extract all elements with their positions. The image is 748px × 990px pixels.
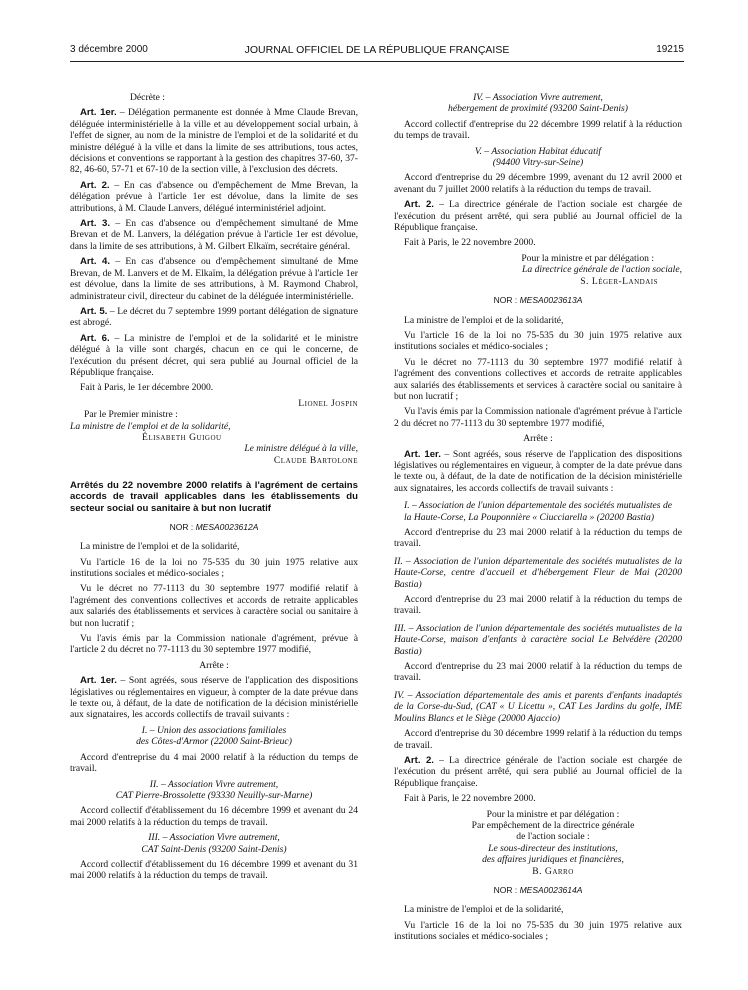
visa: Vu l'avis émis par la Commission nationale d'agrément prévue à l'article 2 du décret no 77-1113 du 30 septembre 1977 modifié, xyxy=(394,406,682,429)
article-text: – La directrice générale de l'action sociale est chargée de l'exécution du présent arrêté, qui sera publié au Journal officiel de la République française. xyxy=(394,199,682,234)
signature-guigou: Élisabeth Guigou xyxy=(142,431,222,443)
header-rule xyxy=(70,61,684,62)
article-label: Art. 2. xyxy=(80,179,110,191)
article-label: Art. 3. xyxy=(80,218,111,230)
entry-heading: III. – Association Vivre autrement, xyxy=(148,832,280,844)
article-text: – La ministre de l'emploi et de la solidarité et le ministre délégué à la ville sont chargés, chacun en ce qui le concerne, de l'exécution du présent décret, qui sera publié au Journal officiel de la République française. xyxy=(70,332,358,378)
entry-text: Accord d'entreprise du 23 mai 2000 relatif à la réduction du temps de travail. xyxy=(394,527,682,550)
article-label: Art. 1er. xyxy=(404,448,441,460)
article-text: – Sont agréés, sous réserve de l'application des dispositions législatives ou réglementaires en vigueur, à compter de la date prévue dans le texte ou, à défaut, de la date de notification de la décision ministérielle aux signataires, les accords collectifs de travail suivants : xyxy=(394,448,682,494)
par-premier-ministre: Par le Premier ministre : xyxy=(84,409,178,421)
directrice-generale: La directrice générale de l'action sociale, xyxy=(522,264,682,276)
fait-a-paris: Fait à Paris, le 1er décembre 2000. xyxy=(80,382,214,394)
decrete: Décrète : xyxy=(130,92,165,103)
article-text: – Le décret du 7 septembre 1999 portant délégation de signature est abrogé. xyxy=(70,305,358,329)
visa: La ministre de l'emploi et de la solidarité, xyxy=(80,541,240,553)
article-label: Art. 1er. xyxy=(80,675,117,687)
entry-heading: II. – Association Vivre autrement, xyxy=(149,778,279,790)
article-3 xyxy=(70,218,358,252)
nor-code: MESA0023613A xyxy=(519,295,583,306)
fait-a-paris: Fait à Paris, le 22 novembre 2000. xyxy=(404,793,536,805)
entry-text: Accord collectif d'établissement du 16 décembre 1999 et avenant du 24 mai 2000 relatifs à la réduction du temps de travail. xyxy=(70,805,358,828)
article-text: – En cas d'absence ou d'empêchement de Mme Brevan, la délégation prévue à l'article 1er est dévolue, dans la limite de ses attributions, à M. Claude Lanvers, délégué interministériel adjoint. xyxy=(70,179,358,214)
article-label: Art. 5. xyxy=(80,305,108,317)
right-column xyxy=(394,92,682,947)
entry-heading: des Côtes-d'Armor (22000 Saint-Brieuc) xyxy=(136,736,292,748)
article-text: – Sont agréés, sous réserve de l'application des dispositions législatives ou réglementaires en vigueur, à compter de la date prévue dans le texte ou, à défaut, de la date de notification de la décision ministérielle aux signataires, les accords collectifs de travail suivants : xyxy=(70,675,358,721)
left-column xyxy=(70,92,358,886)
signature-bartolone: Claude Bartolone xyxy=(273,454,358,466)
entry-heading: IV. – Association Vivre autrement, xyxy=(473,92,603,103)
entry-heading: III. – Association de l'union départementale des sociétés mutualistes de la Haute-Corse, maison d'enfants à caractère social Le Belvédère (20200 Bastia) xyxy=(394,622,682,657)
entry-heading: IV. – Association départementale des amis et parents d'enfants inadaptés de la Corse-du-Sud, (CAT « U Licettu », CAT Les Jardins du golfe, IME Moulins Blancs et le Siège (20000 Ajaccio) xyxy=(394,689,682,724)
nor-reference xyxy=(394,295,682,306)
article-1-arrete xyxy=(394,449,682,495)
visa: Vu l'avis émis par la Commission nationale d'agrément, prévue à l'article 2 du décret no 77-1113 du 30 septembre 1977 modifié, xyxy=(70,633,358,656)
page-header xyxy=(70,44,684,60)
signature-leger-landais: S. Léger-Landais xyxy=(580,275,658,287)
nor-reference xyxy=(394,885,682,896)
entry-heading: CAT Pierre-Brossolette (93330 Neuilly-sur-Marne) xyxy=(115,789,313,801)
entry-heading: V. – Association Habitat éducatif xyxy=(474,145,602,157)
fait-a-paris: Fait à Paris, le 22 novembre 2000. xyxy=(404,237,536,249)
header-date: 3 décembre 2000 xyxy=(70,44,148,55)
signature-garro: B. Garro xyxy=(532,865,574,877)
ministre-emploi: La ministre de l'emploi et de la solidarité, xyxy=(70,420,231,432)
visa: Vu le décret no 77-1113 du 30 septembre 1977 modifié relatif à l'agrément des conventions collectives et accords de retraite applicables aux salariés des établissements et services à caractère social ou sanitaire à but non lucratif ; xyxy=(70,583,358,629)
entry-text: Accord collectif d'entreprise du 22 décembre 1999 relatif à la réduction du temps de travail. xyxy=(394,118,682,142)
visa: La ministre de l'emploi et de la solidarité, xyxy=(404,904,564,916)
nor-code: MESA0023612A xyxy=(195,521,259,532)
entry-text: Accord d'entreprise du 29 décembre 1999, avenant du 12 avril 2000 et avenant du 7 juillet 2000 relatifs à la réduction du temps de travail. xyxy=(394,172,682,195)
visa: Vu le décret no 77-1113 du 30 septembre 1977 modifié relatif à l'agrément des conventions collectives et accords de retraite applicables aux salariés des établissements et services à caractère social ou sanitaire à but non lucratif ; xyxy=(394,356,682,402)
article-2 xyxy=(70,180,358,214)
pour-la-ministre: Pour la ministre et par délégation : xyxy=(486,808,620,820)
article-4 xyxy=(70,256,358,302)
article-1 xyxy=(70,107,358,175)
visa: Vu l'article 16 de la loi no 75-535 du 30 juin 1975 relative aux institutions sociales et médico-sociales ; xyxy=(70,556,358,580)
article-2 xyxy=(394,755,682,789)
article-2 xyxy=(394,199,682,233)
nor-reference xyxy=(70,522,358,533)
arretes-title: Arrêtés du 22 novembre 2000 relatifs à l'agrément de certains accords de travail applicables dans les établissements du secteur social ou sanitaire à but non lucratif xyxy=(70,480,358,514)
nor-code: MESA0023614A xyxy=(519,884,583,895)
article-1-arrete xyxy=(70,675,358,721)
arrete: Arrête : xyxy=(523,433,553,445)
journal-title: JOURNAL OFFICIEL DE LA RÉPUBLIQUE FRANÇAISE xyxy=(244,44,510,56)
article-label: Art. 1er. xyxy=(80,107,117,119)
visa: Vu l'article 16 de la loi no 75-535 du 30 juin 1975 relative aux institutions sociales et médico-sociales ; xyxy=(394,329,682,353)
article-text: – La directrice générale de l'action sociale est chargée de l'exécution du présent arrêté, qui sera publié au Journal officiel de la République française. xyxy=(394,754,682,789)
entry-heading: I. – Association de l'union départementale des sociétés mutualistes de la Haute-Corse, La Pouponnière « Ciucciarella » (20200 Bastia) xyxy=(404,500,672,523)
article-label: Art. 6. xyxy=(80,332,110,344)
ministre-ville: Le ministre délégué à la ville, xyxy=(244,443,358,455)
pour-la-ministre: Pour la ministre et par délégation : xyxy=(521,252,654,264)
entry-heading: (94400 Vitry-sur-Seine) xyxy=(492,157,584,169)
entry-text: Accord d'entreprise du 23 mai 2000 relatif à la réduction du temps de travail. xyxy=(394,594,682,617)
article-6 xyxy=(70,333,358,379)
article-label: Art. 2. xyxy=(404,754,434,766)
entry-text: Accord d'entreprise du 4 mai 2000 relatif à la réduction du temps de travail. xyxy=(70,751,358,775)
article-text: – En cas d'absence ou d'empêchement simultané de Mme Brevan et de M. Lanvers, la délégation prévue à l'article 1er est dévolue, dans la limite de ses attributions, à M. Gilbert Elkaïm, secrétaire général. xyxy=(70,218,358,252)
entry-text: Accord d'entreprise du 30 décembre 1999 relatif à la réduction du temps de travail. xyxy=(394,728,682,751)
par-empechement: de l'action sociale : xyxy=(516,831,590,843)
nor-label: NOR : xyxy=(493,295,518,306)
article-label: Art. 4. xyxy=(80,256,111,268)
article-text: – Délégation permanente est donnée à Mme Claude Brevan, déléguée interministérielle à la ville et au développement social urbain, à l'effet de signer, au nom de la ministre de l'emploi et de la solidarité et du ministre délégué à la ville et dans la limite de ses attributions, tous actes, décisions et conventions se rapportant à la gestion des chapitres 37-60, 37-82, 46-60, 57-71 et 67-10 de la section ville, à l'exclusion des décrets. xyxy=(70,107,358,176)
entry-text: Accord d'entreprise du 23 mai 2000 relatif à la réduction du temps de travail. xyxy=(394,661,682,684)
entry-heading: hébergement de proximité (93200 Saint-Denis) xyxy=(448,103,628,115)
visa: La ministre de l'emploi et de la solidarité, xyxy=(404,314,564,326)
entry-heading: CAT Saint-Denis (93200 Saint-Denis) xyxy=(141,843,287,855)
entry-heading: I. – Union des associations familiales xyxy=(141,724,287,736)
article-label: Art. 2. xyxy=(404,199,434,211)
arrete: Arrête : xyxy=(199,659,229,671)
nor-label: NOR : xyxy=(169,521,194,532)
sous-directeur: Le sous-directeur des institutions, xyxy=(488,842,618,854)
page-number: 19215 xyxy=(656,44,684,55)
entry-text: Accord collectif d'établissement du 16 décembre 1999 et avenant du 31 mai 2000 relatifs à la réduction du temps de travail. xyxy=(70,858,358,882)
article-text: – En cas d'absence ou d'empêchement simultané de Mme Brevan, de M. Lanvers et de M. Elkaïm, la délégation prévue à l'article 1er est dévolue, dans la limite de ses attributions, à M. Raymond Chabrol, administrateur civil, directeur du cabinet de la déléguée interministérielle. xyxy=(70,256,358,302)
visa: Vu l'article 16 de la loi no 75-535 du 30 juin 1975 relative aux institutions sociales et médico-sociales ; xyxy=(394,919,682,943)
par-empechement: Par empêchement de la directrice générale xyxy=(471,819,635,831)
nor-label: NOR : xyxy=(493,884,518,895)
sous-directeur: des affaires juridiques et financières, xyxy=(482,854,624,866)
article-5 xyxy=(70,306,358,329)
signature-jospin: Lionel Jospin xyxy=(298,397,358,409)
entry-heading: II. – Association de l'union départementale des sociétés mutualistes de la Haute-Corse, centre d'accueil et d'hébergement Fleur de Mai (20200 Bastia) xyxy=(394,555,682,590)
